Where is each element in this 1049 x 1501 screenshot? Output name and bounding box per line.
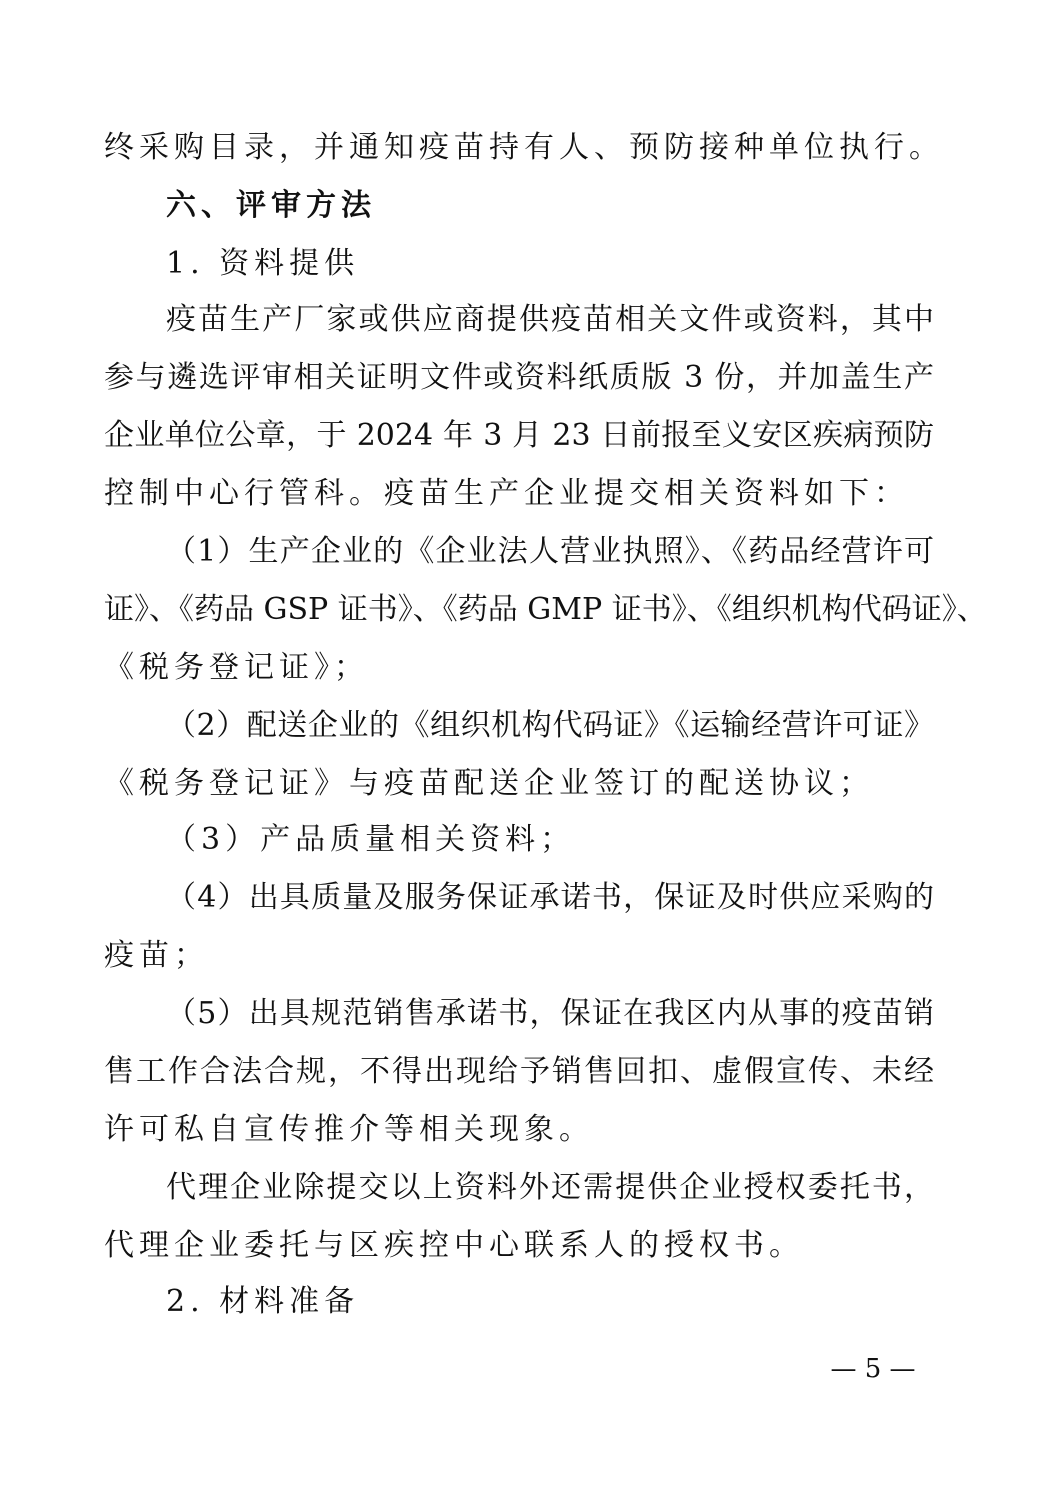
body-text-line: 代理企业除提交以上资料外还需提供企业授权委托书，	[166, 1170, 934, 1205]
list-item-line: 《税务登记证》；	[104, 650, 369, 685]
subsection-heading: 2. 材料准备	[166, 1284, 360, 1319]
list-item-line: 售工作合法合规，不得出现给予销售回扣、虚假宣传、未经	[104, 1054, 934, 1089]
list-item-line: （3）产品质量相关资料；	[166, 822, 576, 857]
list-item-line: （1）生产企业的《企业法人营业执照》、《药品经营许可	[166, 534, 934, 569]
page-number: — 5 —	[830, 1354, 916, 1384]
body-text-line: 代理企业委托与区疾控中心联系人的授权书。	[104, 1228, 804, 1263]
body-text-line: 疫苗生产厂家或供应商提供疫苗相关文件或资料，其中	[166, 302, 934, 337]
subsection-heading: 1. 资料提供	[166, 246, 360, 281]
section-heading: 六、评审方法	[166, 188, 376, 223]
list-item-line: （5）出具规范销售承诺书，保证在我区内从事的疫苗销	[166, 996, 934, 1031]
body-text-line: 终采购目录，并通知疫苗持有人、预防接种单位执行。	[104, 130, 944, 165]
list-item-line: 《税务登记证》与疫苗配送企业签订的配送协议；	[104, 766, 874, 801]
body-text-line: 参与遴选评审相关证明文件或资料纸质版 3 份，并加盖生产	[104, 360, 934, 395]
body-text-line: 企业单位公章，于 2024 年 3 月 23 日前报至义安区疾病预防	[104, 418, 934, 453]
list-item-line: （4）出具质量及服务保证承诺书，保证及时供应采购的	[166, 880, 934, 915]
list-item-line: 疫苗；	[104, 938, 209, 973]
body-text-line: 控制中心行管科。疫苗生产企业提交相关资料如下：	[104, 476, 909, 511]
list-item-line: （2）配送企业的《组织机构代码证》《运输经营许可证》	[166, 708, 934, 743]
list-item-line: 证》、《药品 GSP 证书》、《药品 GMP 证书》、《组织机构代码证》、	[104, 592, 987, 627]
list-item-line: 许可私自宣传推介等相关现象。	[104, 1112, 594, 1147]
